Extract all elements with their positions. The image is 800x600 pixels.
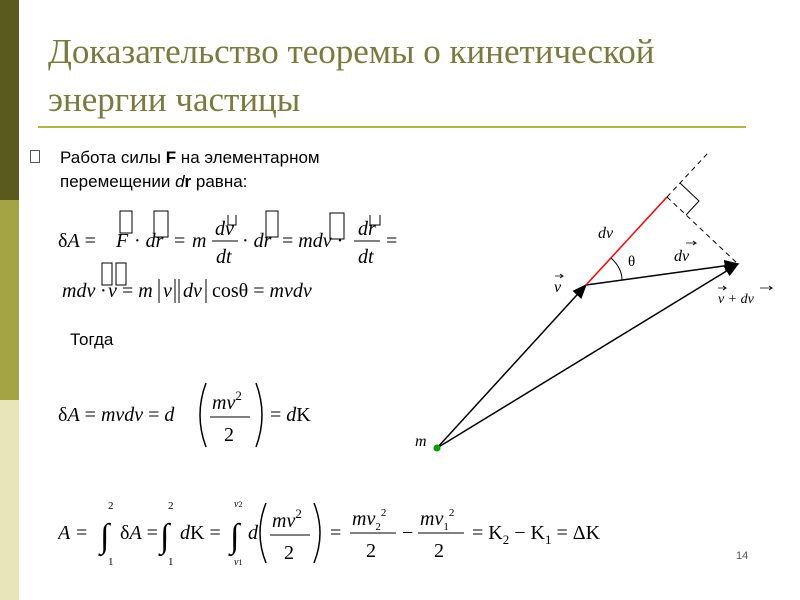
- bullet-icon: [30, 150, 40, 163]
- svg-text:mv2: $mv^2$: [212, 388, 242, 414]
- svg-text:= K2 − K1 = ΔK: = $K_2 - K_1 = \Delta K$: [472, 522, 601, 547]
- svg-text:2: 2: [366, 540, 376, 562]
- svg-text:dt: dt: [216, 246, 232, 268]
- sidebar-block-bottom: [0, 400, 19, 600]
- vector-dv: [586, 264, 738, 285]
- svg-text:=: =: [174, 230, 186, 252]
- svg-text:dK =: dK =: [180, 522, 221, 544]
- svg-text:mdv: mdv: [62, 280, 96, 302]
- svg-text:dt: dt: [358, 246, 374, 268]
- svg-text:· dr: · dr: [242, 230, 272, 252]
- page-number: 14: [736, 550, 749, 562]
- vector-v-plus-dv: [437, 264, 738, 448]
- svg-text:1: 1: [168, 556, 174, 568]
- svg-text:v: v: [163, 280, 172, 302]
- d-symbol: d: [175, 172, 185, 191]
- svg-text:= dK: = dK: [270, 404, 311, 426]
- svg-text:2: 2: [168, 500, 174, 512]
- svg-text:dv: dv: [215, 218, 234, 240]
- label-dv-red: dv: [598, 225, 614, 242]
- svg-text:δA =: δA =: [58, 230, 96, 252]
- bullet-text-mid: на элементарном перемещении: [60, 148, 320, 191]
- svg-text:=: =: [386, 230, 398, 252]
- title-divider: [38, 126, 746, 128]
- sidebar-decoration: [0, 0, 19, 600]
- svg-text:dr: dr: [358, 218, 376, 240]
- formula-work-1: [58, 205, 418, 305]
- bullet-text: [60, 146, 390, 194]
- vector-v: [437, 285, 586, 448]
- then-label: Тогда: [70, 330, 114, 349]
- svg-text:2: 2: [284, 542, 294, 564]
- mass-point: [434, 445, 441, 452]
- label-theta: θ: [628, 254, 636, 270]
- bullet-text-pre: Работа силы: [60, 148, 166, 167]
- svg-text:= m: = m: [122, 280, 153, 302]
- svg-text:mv22: $mv_2^2$: [352, 507, 387, 533]
- svg-text:δA = mvdv = d: δA = mvdv = d: [58, 404, 175, 426]
- svg-text:∫: ∫: [160, 518, 170, 555]
- label-v: v: [554, 279, 562, 296]
- sidebar-block-top: [0, 0, 19, 200]
- theta-arc: [611, 258, 622, 280]
- svg-text:mv12: $mv_1^2$: [420, 507, 455, 533]
- svg-text:· dr: · dr: [134, 230, 164, 252]
- slide-title: Доказательство теоремы о кинетической энергии частицы: [48, 32, 655, 119]
- svg-text:=: =: [330, 522, 342, 544]
- svg-text:δA =: δA =: [120, 522, 158, 544]
- bullet-text-post: равна:: [191, 172, 248, 191]
- svg-text:1: 1: [108, 556, 114, 568]
- label-v-plus-dv: v + dv: [718, 292, 754, 307]
- svg-text:=: =: [76, 522, 88, 544]
- svg-text:2: 2: [434, 540, 444, 562]
- svg-text:∫: ∫: [100, 518, 110, 555]
- svg-text:= mdv ·: = mdv ·: [282, 230, 344, 252]
- formula-work-2: [58, 375, 338, 455]
- right-angle-marker: [680, 183, 699, 215]
- svg-text:∫: ∫: [230, 518, 240, 555]
- svg-text:2: 2: [108, 500, 114, 512]
- vector-diagram: [400, 140, 790, 470]
- svg-text:·: ·: [100, 280, 107, 302]
- svg-text:A: A: [58, 522, 71, 544]
- force-symbol: F: [165, 148, 177, 167]
- svg-text:m: m: [192, 230, 207, 252]
- svg-text:v: v: [108, 280, 117, 302]
- svg-text:−: −: [402, 522, 414, 544]
- sidebar-block-middle: [0, 200, 19, 400]
- svg-text:F: F: [116, 230, 129, 252]
- svg-text:d: d: [248, 522, 258, 544]
- formula-work-integral: [58, 495, 628, 570]
- svg-text:dv: dv: [183, 280, 202, 302]
- label-dv-vector: dv: [674, 248, 690, 265]
- label-m: m: [415, 433, 427, 450]
- svg-text:v1: v1: [234, 557, 243, 568]
- r-symbol: r: [184, 172, 192, 191]
- svg-text:2: 2: [224, 424, 234, 446]
- svg-text:mv2: $mv^2$: [272, 506, 302, 532]
- svg-text:cosθ = mvdv: cosθ = mvdv: [212, 280, 312, 302]
- svg-text:v2: v2: [234, 499, 243, 510]
